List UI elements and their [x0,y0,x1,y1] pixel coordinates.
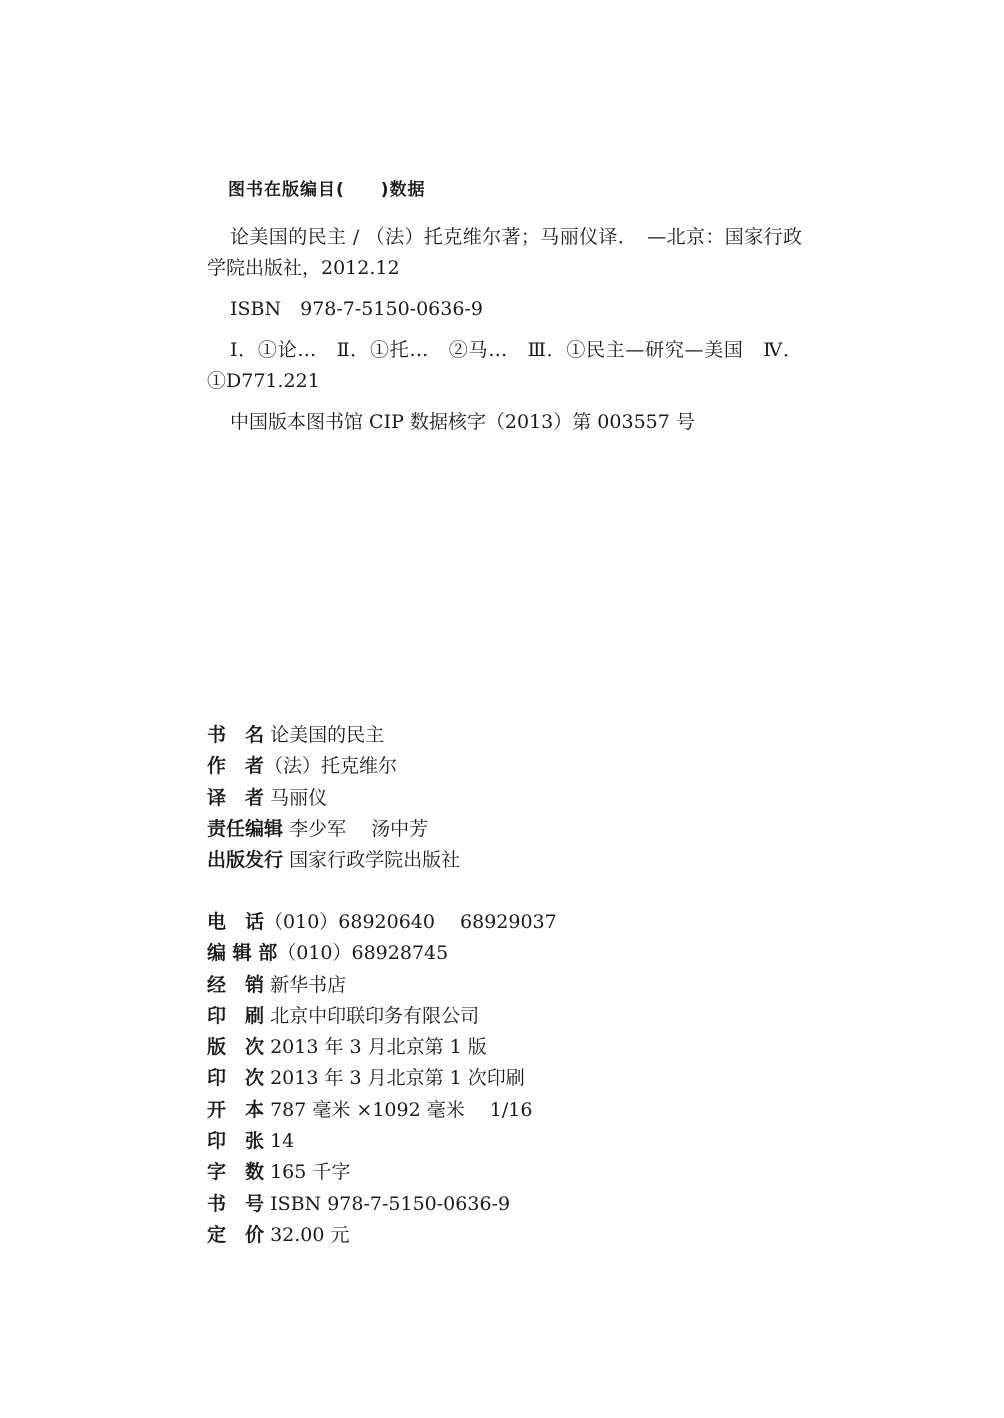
colophon-row-translator [207,783,460,814]
colophon-label: 编 辑 部 [207,942,278,965]
colophon-label: 印 次 [207,1067,265,1090]
colophon-label: 书 名 [207,724,265,746]
colophon-row-sheets [207,1126,557,1157]
colophon-value: 32.00 元 [270,1223,350,1246]
cip-number: 中国版本图书馆 CIP 数据核字（2013）第 003557 号 [230,411,695,433]
colophon-row-editorial-office [207,938,557,969]
colophon-label: 责任编辑 [207,817,284,840]
colophon-row-printer [207,1001,557,1032]
colophon-row-title [207,720,460,751]
cip-entry: 论美国的民主 / （法）托克维尔著；马丽仪译． —北京：国家行政学院出版社，2012.12 [207,226,802,279]
colophon-row-word-count [207,1157,557,1188]
cip-isbn: ISBN 978-7-5150-0636-9 [230,298,483,320]
colophon-row-distributor [207,970,557,1001]
colophon-value: 北京中印联印务有限公司 [270,1004,480,1027]
colophon-value: 新华书店 [270,973,347,996]
colophon-row-publisher [207,845,460,876]
colophon-row-phone [207,907,557,938]
colophon-value: 165 千字 [270,1161,351,1184]
colophon-value: 2013 年 3 月北京第 1 次印刷 [270,1067,525,1090]
colophon-details [207,907,557,1251]
colophon-label: 字 数 [207,1161,265,1184]
colophon-value: 787 毫米 ×1092 毫米 1/16 [270,1098,533,1121]
colophon-label: 印 张 [207,1130,265,1153]
colophon-row-format [207,1095,557,1126]
colophon-label: 出版发行 [207,849,284,872]
colophon-value: 国家行政学院出版社 [289,849,461,872]
cip-record [207,222,802,438]
cip-subjects: Ⅰ．①论… Ⅱ．①托… ②马… Ⅲ．①民主—研究—美国 Ⅳ．①D771.221 [207,339,802,392]
colophon-label: 经 销 [207,973,265,996]
colophon-label: 作 者 [207,755,265,778]
colophon-value: ISBN 978-7-5150-0636-9 [270,1192,511,1215]
colophon-value: （010）68920640 68929037 [264,911,557,933]
colophon-label: 版 次 [207,1036,265,1059]
colophon-value: （法）托克维尔 [264,755,398,778]
colophon-row-price [207,1220,557,1251]
colophon-row-author [207,751,460,782]
colophon-label: 印 刷 [207,1004,265,1027]
colophon-value: 论美国的民主 [270,724,385,746]
colophon-value: 14 [270,1130,295,1153]
colophon-label: 译 者 [207,786,265,809]
colophon-main [207,720,460,876]
colophon-label: 开 本 [207,1098,265,1121]
colophon-value: 2013 年 3 月北京第 1 版 [270,1036,487,1059]
cip-heading: 图书在版编目( )数据 [228,180,426,200]
colophon-row-isbn [207,1189,557,1220]
colophon-value: 马丽仪 [270,786,328,809]
colophon-label: 电 话 [207,911,265,933]
colophon-row-impression [207,1063,557,1094]
colophon-value: 李少军 汤中芳 [289,817,429,840]
colophon-row-edition [207,1032,557,1063]
colophon-label: 书 号 [207,1192,265,1215]
colophon-label: 定 价 [207,1223,265,1246]
colophon-row-editor [207,814,460,845]
colophon-value: （010）68928745 [277,942,449,965]
